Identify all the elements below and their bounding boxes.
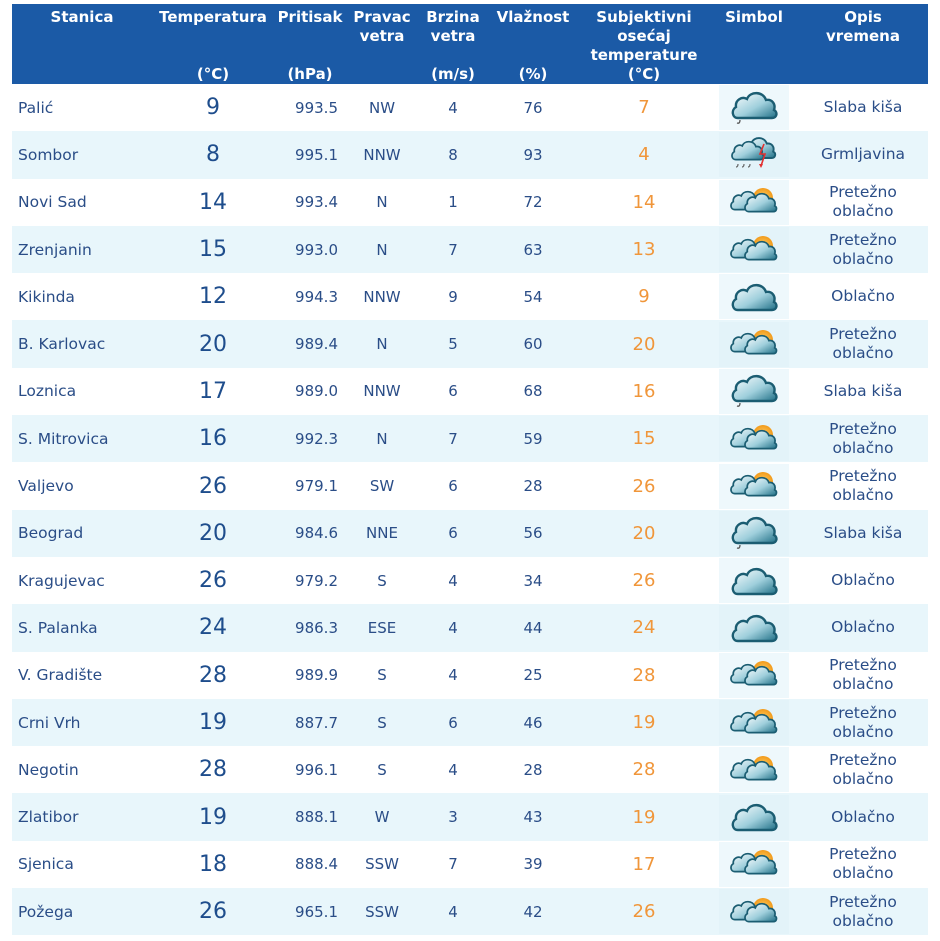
thunderstorm-icon <box>719 132 789 177</box>
wind-speed-unit: (m/s) <box>431 65 475 83</box>
wind-direction-value: N <box>376 240 388 259</box>
humidity-value: 56 <box>523 524 543 543</box>
station-name: Crni Vrh <box>18 713 81 732</box>
feels-like-value: 28 <box>632 664 656 686</box>
pressure-value: 993.5 <box>295 98 338 117</box>
wind-direction-value: S <box>377 666 387 685</box>
weather-description: Pretežno oblačno <box>829 230 897 268</box>
weather-symbol-cell <box>710 415 798 462</box>
wind-direction-value: SW <box>369 477 395 496</box>
weather-symbol-cell <box>710 604 798 651</box>
mostly-cloudy-icon <box>719 322 789 367</box>
mostly-cloudy-icon <box>719 227 789 272</box>
table-row-kragujevac <box>12 557 928 604</box>
station-name: Zrenjanin <box>18 240 92 259</box>
humidity-value: 42 <box>523 902 543 921</box>
weather-symbol-cell <box>710 320 798 367</box>
temperature-value: 18 <box>199 851 227 877</box>
wind-speed-value: 7 <box>448 429 458 448</box>
wind-direction-value: NNW <box>363 145 401 164</box>
temperature-value: 24 <box>199 615 227 641</box>
feels-like-value: 7 <box>638 97 650 119</box>
feels-like-value: 19 <box>632 712 656 733</box>
wind-speed-value: 6 <box>448 477 458 496</box>
weather-description: Pretežno oblačno <box>829 703 897 741</box>
feels-like-value: 16 <box>632 380 656 402</box>
mostly-cloudy-icon <box>719 889 789 934</box>
wind-direction-value: SSW <box>365 902 399 921</box>
humidity-value: 54 <box>523 287 543 306</box>
temperature-value: 17 <box>199 378 227 404</box>
mostly-cloudy-icon <box>719 747 789 792</box>
temperature-value: 15 <box>199 237 227 263</box>
weather-symbol-cell <box>710 888 798 935</box>
wind-speed-value: 4 <box>448 618 458 637</box>
weather-symbol-cell <box>710 84 798 131</box>
wind-direction-value: S <box>377 571 387 590</box>
feels-like-value: 13 <box>632 239 656 261</box>
cloudy-icon <box>719 605 789 650</box>
weather-symbol-cell <box>710 746 798 793</box>
pressure-value: 993.4 <box>295 193 338 212</box>
temperature-value: 26 <box>199 473 227 499</box>
weather-description: Pretežno oblačno <box>829 467 897 505</box>
weather-symbol-cell <box>710 841 798 888</box>
wind-direction-value: S <box>377 713 387 732</box>
col-header-wind-direction: Pravac vetra <box>353 8 411 45</box>
cloudy-icon <box>719 558 789 603</box>
pressure-value: 989.0 <box>295 382 338 401</box>
mostly-cloudy-icon <box>719 700 789 745</box>
wind-direction-value: SSW <box>365 855 399 874</box>
table-row-po-ega <box>12 888 928 935</box>
station-name: B. Karlovac <box>18 335 106 354</box>
cloudy-icon <box>719 274 789 319</box>
humidity-value: 72 <box>523 193 543 212</box>
col-header-description: Opis vremena <box>826 8 900 45</box>
wind-speed-value: 4 <box>448 902 458 921</box>
humidity-value: 60 <box>523 335 543 354</box>
wind-direction-value: N <box>376 429 388 448</box>
weather-symbol-cell <box>710 131 798 178</box>
weather-symbol-cell <box>710 462 798 509</box>
humidity-value: 34 <box>523 571 543 590</box>
feels-like-value: 28 <box>632 759 656 781</box>
weather-description: Pretežno oblačno <box>829 183 897 221</box>
temperature-value: 8 <box>206 142 220 168</box>
light-rain-icon <box>719 511 789 556</box>
station-name: Požega <box>18 902 74 921</box>
weather-symbol-cell <box>710 699 798 746</box>
feels-like-value: 24 <box>632 617 656 639</box>
pressure-value: 989.9 <box>295 666 338 685</box>
weather-symbol-cell <box>710 273 798 320</box>
humidity-value: 76 <box>523 98 543 117</box>
temperature-value: 28 <box>199 757 227 783</box>
table-row-v-gradi-te <box>12 652 928 699</box>
station-name: V. Gradište <box>18 666 103 685</box>
weather-description: Pretežno oblačno <box>829 892 897 930</box>
weather-description: Grmljavina <box>820 145 906 164</box>
table-row-zlatibor <box>12 793 928 840</box>
temperature-value: 26 <box>199 899 227 925</box>
wind-direction-value: ESE <box>367 618 397 637</box>
col-header-humidity: Vlažnost (%) <box>488 4 578 84</box>
weather-symbol-cell <box>710 179 798 226</box>
feels-like-value: 9 <box>638 286 650 308</box>
temperature-value: 16 <box>199 426 227 452</box>
wind-direction-value: S <box>377 760 387 779</box>
temperature-value: 9 <box>206 95 220 121</box>
wind-speed-value: 1 <box>448 193 458 212</box>
humidity-unit: (%) <box>518 65 548 83</box>
station-name: Kikinda <box>18 287 75 306</box>
temperature-value: 26 <box>199 568 227 594</box>
mostly-cloudy-icon <box>719 180 789 225</box>
weather-table-container <box>12 4 928 935</box>
humidity-value: 44 <box>523 618 543 637</box>
feels-like-value: 19 <box>632 806 656 828</box>
station-name: Zlatibor <box>18 808 79 827</box>
pressure-value: 986.3 <box>295 618 338 637</box>
station-name: S. Mitrovica <box>18 429 109 448</box>
table-row-b-karlovac <box>12 320 928 367</box>
humidity-value: 68 <box>523 382 543 401</box>
station-name: Palić <box>18 98 54 117</box>
pressure-value: 984.6 <box>295 524 338 543</box>
pressure-value: 888.1 <box>295 808 338 827</box>
temperature-value: 19 <box>199 804 227 830</box>
table-row-crni-vrh <box>12 699 928 746</box>
humidity-value: 63 <box>523 240 543 259</box>
pressure-value: 979.1 <box>295 477 338 496</box>
pressure-unit: (hPa) <box>287 65 333 83</box>
feels-like-value: 4 <box>638 144 650 166</box>
weather-symbol-cell <box>710 793 798 840</box>
feels-like-value: 15 <box>632 428 656 450</box>
wind-speed-value: 4 <box>448 760 458 779</box>
station-name: Loznica <box>18 382 77 401</box>
weather-description: Slaba kiša <box>823 381 903 400</box>
wind-speed-value: 8 <box>448 145 458 164</box>
weather-description: Oblačno <box>831 807 895 826</box>
weather-description: Pretežno oblačno <box>829 656 897 694</box>
wind-direction-value: NNW <box>363 287 401 306</box>
wind-direction-value: NNW <box>363 382 401 401</box>
station-name: Kragujevac <box>18 571 105 590</box>
temperature-value: 28 <box>199 662 227 688</box>
humidity-value: 28 <box>523 477 543 496</box>
col-header-feels-like: Subjektivni osećaj temperature (°C) <box>578 4 710 84</box>
humidity-value: 46 <box>523 713 543 732</box>
weather-description: Pretežno oblačno <box>829 845 897 883</box>
wind-direction-value: NW <box>368 98 396 117</box>
wind-speed-value: 4 <box>448 98 458 117</box>
temperature-value: 20 <box>199 520 227 546</box>
mostly-cloudy-icon <box>719 653 789 698</box>
station-name: Beograd <box>18 524 84 543</box>
humidity-value: 59 <box>523 429 543 448</box>
col-header-symbol: Simbol <box>725 8 783 26</box>
table-row-negotin <box>12 746 928 793</box>
temperature-value: 12 <box>199 284 227 310</box>
station-name: Sjenica <box>18 855 74 874</box>
wind-speed-value: 4 <box>448 571 458 590</box>
wind-speed-value: 6 <box>448 382 458 401</box>
mostly-cloudy-icon <box>719 842 789 887</box>
weather-description: Pretežno oblačno <box>829 419 897 457</box>
pressure-value: 996.1 <box>295 760 338 779</box>
mostly-cloudy-icon <box>719 464 789 509</box>
wind-direction-value: N <box>376 193 388 212</box>
station-name: Negotin <box>18 760 79 779</box>
table-row-sombor <box>12 131 928 178</box>
pressure-value: 887.7 <box>295 713 338 732</box>
weather-description: Pretežno oblačno <box>829 325 897 363</box>
table-row-s-palanka <box>12 604 928 651</box>
table-row-s-mitrovica <box>12 415 928 462</box>
table-row-loznica <box>12 368 928 415</box>
table-row-beograd <box>12 510 928 557</box>
table-row-sjenica <box>12 841 928 888</box>
pressure-value: 995.1 <box>295 145 338 164</box>
col-header-pressure: Pritisak (hPa) <box>274 4 346 84</box>
table-row-kikinda <box>12 273 928 320</box>
wind-direction-value: N <box>376 335 388 354</box>
wind-direction-value: W <box>374 808 390 827</box>
feels-like-value: 20 <box>632 333 656 355</box>
pressure-value: 979.2 <box>295 571 338 590</box>
table-header-row <box>12 4 928 84</box>
feels-like-value: 17 <box>632 853 656 875</box>
wind-speed-value: 9 <box>448 287 458 306</box>
wind-speed-value: 6 <box>448 713 458 732</box>
station-name: Sombor <box>18 145 79 164</box>
wind-speed-value: 7 <box>448 240 458 259</box>
temperature-unit: (°C) <box>196 65 230 83</box>
pressure-value: 994.3 <box>295 287 338 306</box>
weather-description: Oblačno <box>831 571 895 590</box>
humidity-value: 25 <box>523 666 543 685</box>
pressure-value: 989.4 <box>295 335 338 354</box>
table-row-valjevo <box>12 462 928 509</box>
col-header-wind-speed: Brzina vetra (m/s) <box>418 4 488 84</box>
temperature-value: 19 <box>199 710 227 735</box>
table-row-pali- <box>12 84 928 131</box>
humidity-value: 93 <box>523 145 543 164</box>
weather-description: Oblačno <box>831 618 895 637</box>
station-name: Novi Sad <box>18 193 87 212</box>
pressure-value: 992.3 <box>295 429 338 448</box>
weather-symbol-cell <box>710 557 798 604</box>
wind-speed-value: 7 <box>448 855 458 874</box>
wind-speed-value: 5 <box>448 335 458 354</box>
table-row-novi-sad <box>12 179 928 226</box>
weather-description: Pretežno oblačno <box>829 750 897 788</box>
weather-table <box>12 4 928 935</box>
humidity-value: 28 <box>523 760 543 779</box>
wind-speed-value: 4 <box>448 666 458 685</box>
temperature-value: 14 <box>199 189 227 215</box>
weather-symbol-cell <box>710 510 798 557</box>
weather-symbol-cell <box>710 368 798 415</box>
light-rain-icon <box>719 85 789 130</box>
temperature-value: 20 <box>199 331 227 357</box>
humidity-value: 39 <box>523 855 543 874</box>
humidity-value: 43 <box>523 808 543 827</box>
station-name: S. Palanka <box>18 618 98 637</box>
feels-like-value: 26 <box>632 475 656 497</box>
weather-symbol-cell <box>710 226 798 273</box>
feels-like-value: 14 <box>632 191 656 213</box>
col-header-station: Stanica <box>50 8 114 26</box>
feels-like-unit: (°C) <box>627 65 661 83</box>
col-header-temperature: Temperatura (°C) <box>152 4 274 84</box>
feels-like-value: 26 <box>632 901 656 923</box>
cloudy-icon <box>719 795 789 840</box>
weather-description: Slaba kiša <box>823 98 903 117</box>
wind-speed-value: 6 <box>448 524 458 543</box>
pressure-value: 993.0 <box>295 240 338 259</box>
weather-description: Oblačno <box>831 287 895 306</box>
weather-symbol-cell <box>710 652 798 699</box>
wind-speed-value: 3 <box>448 808 458 827</box>
mostly-cloudy-icon <box>719 416 789 461</box>
table-row-zrenjanin <box>12 226 928 273</box>
wind-direction-value: NNE <box>366 524 398 543</box>
station-name: Valjevo <box>18 477 74 496</box>
pressure-value: 888.4 <box>295 855 338 874</box>
feels-like-value: 20 <box>632 522 656 544</box>
weather-description: Slaba kiša <box>823 523 903 542</box>
light-rain-icon <box>719 369 789 414</box>
pressure-value: 965.1 <box>295 902 338 921</box>
feels-like-value: 26 <box>632 570 656 592</box>
